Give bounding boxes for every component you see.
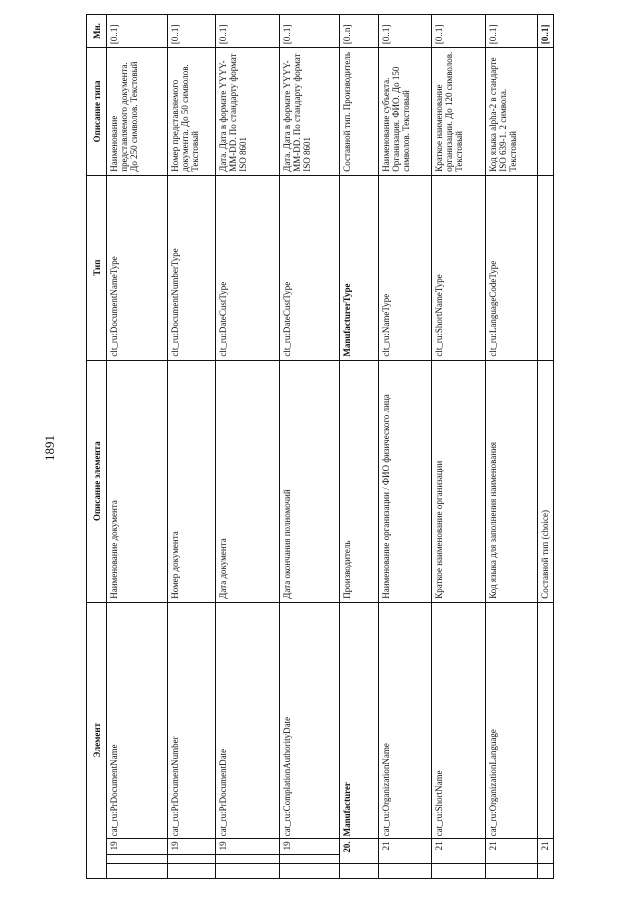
row-mult: [0..1] bbox=[378, 15, 432, 48]
row-type-desc bbox=[537, 48, 553, 176]
row-mult: [0..1] bbox=[486, 15, 538, 48]
rotated-table-container bbox=[86, 14, 554, 879]
element-table bbox=[86, 14, 554, 879]
row-element: cat_ru:PrDocumentDate bbox=[216, 602, 279, 839]
row-type: clt_ru:ShortNameType bbox=[432, 175, 486, 360]
table-row bbox=[537, 15, 553, 879]
row-level: 21 bbox=[432, 839, 486, 863]
row-element-desc: Составной тип (choice) bbox=[537, 360, 553, 602]
row-type-desc: Наименование субъекта. Организация. ФИО. До 150 символов. Текстовый bbox=[378, 48, 432, 176]
header-mult: Мн. bbox=[87, 15, 107, 48]
table-row bbox=[339, 15, 378, 879]
row-level: 19 bbox=[167, 839, 215, 854]
row-mult: [0..1] bbox=[167, 15, 215, 48]
row-element: cat_ru:ShortName bbox=[432, 602, 486, 839]
row-type-desc: Код языка alpha-2 в стандарте ISO 639-1. 2 символа. Текстовый bbox=[486, 48, 538, 176]
row-level: 19 bbox=[216, 839, 279, 854]
row-mult: [0..1] bbox=[216, 15, 279, 48]
row-element: cat_ru:OrganizationName bbox=[378, 602, 432, 839]
row-mult: [0..1] bbox=[107, 15, 167, 48]
row-type: clt_ru:DocumentNameType bbox=[107, 175, 167, 360]
row-type: clt_ru:DateCustType bbox=[216, 175, 279, 360]
header-element: Элемент bbox=[87, 602, 107, 878]
table-row bbox=[432, 15, 486, 879]
row-element-desc: Наименование организации / ФИО физического лица bbox=[378, 360, 432, 602]
row-type: clt_ru:NameType bbox=[378, 175, 432, 360]
page-number: 1891 bbox=[42, 435, 57, 461]
row-element-desc: Дата документа bbox=[216, 360, 279, 602]
table-row bbox=[378, 15, 432, 879]
row-level: 19 bbox=[107, 839, 167, 854]
row-type: clt_ru:DateCustType bbox=[279, 175, 339, 360]
row-element: cat_ru:PrDocumentNumber bbox=[167, 602, 215, 839]
row-element-desc: Производитель bbox=[339, 360, 378, 602]
row-element-desc: Краткое наименование организации bbox=[432, 360, 486, 602]
table-row bbox=[216, 15, 279, 879]
table-header-row bbox=[87, 15, 107, 879]
row-type-desc: Номер представляемого документа. До 50 символов. Текстовый bbox=[167, 48, 215, 176]
row-mult: [0..n] bbox=[339, 15, 378, 48]
row-mult: [0..1] bbox=[537, 15, 553, 48]
row-element-desc: Дата окончания полномочий bbox=[279, 360, 339, 602]
row-level: 21 bbox=[486, 839, 538, 863]
row-type: clt_ru:LanguageCodeType bbox=[486, 175, 538, 360]
row-mult: [0..1] bbox=[279, 15, 339, 48]
row-element: cat_ru:OrganizationLanguage bbox=[486, 602, 538, 839]
row-type: clt_ru:DocumentNumberType bbox=[167, 175, 215, 360]
row-type-desc: Наименование представляемого документа. До 250 символов. Текстовый bbox=[107, 48, 167, 176]
row-element-desc: Номер документа bbox=[167, 360, 215, 602]
row-level: 19 bbox=[279, 839, 339, 854]
row-type: ManufacturerType bbox=[339, 175, 378, 360]
row-element-desc: Код языка для заполнения наименования bbox=[486, 360, 538, 602]
row-type-desc: Дата. Дата в формате YYYY-MM-DD. По стандарту формат ISO 8601 bbox=[216, 48, 279, 176]
row-mult: [0..1] bbox=[432, 15, 486, 48]
row-type-desc: Составной тип. Производитель bbox=[339, 48, 378, 176]
row-element-desc: Наименование документа bbox=[107, 360, 167, 602]
header-type-desc: Описание типа bbox=[87, 48, 107, 176]
row-type-desc: Краткое наименование организации. До 120 символов. Текстовый bbox=[432, 48, 486, 176]
row-level: 21 bbox=[537, 839, 553, 863]
row-element: cat_ru:ComplationAuthorityDate bbox=[279, 602, 339, 839]
row-type-desc: Дата. Дата в формате YYYY-MM-DD. По стандарту формат ISO 8601 bbox=[279, 48, 339, 176]
header-type: Тип bbox=[87, 175, 107, 360]
row-element bbox=[537, 602, 553, 839]
row-type bbox=[537, 175, 553, 360]
table-row bbox=[279, 15, 339, 879]
header-element-desc: Описание элемента bbox=[87, 360, 107, 602]
table-row bbox=[107, 15, 167, 879]
table-row bbox=[486, 15, 538, 879]
row-level: 21 bbox=[378, 839, 432, 863]
table-row bbox=[167, 15, 215, 879]
row-element: cat_ru:PrDocumentName bbox=[107, 602, 167, 839]
row-element: Manufacturer bbox=[339, 602, 378, 839]
row-level: 20. bbox=[339, 839, 378, 863]
